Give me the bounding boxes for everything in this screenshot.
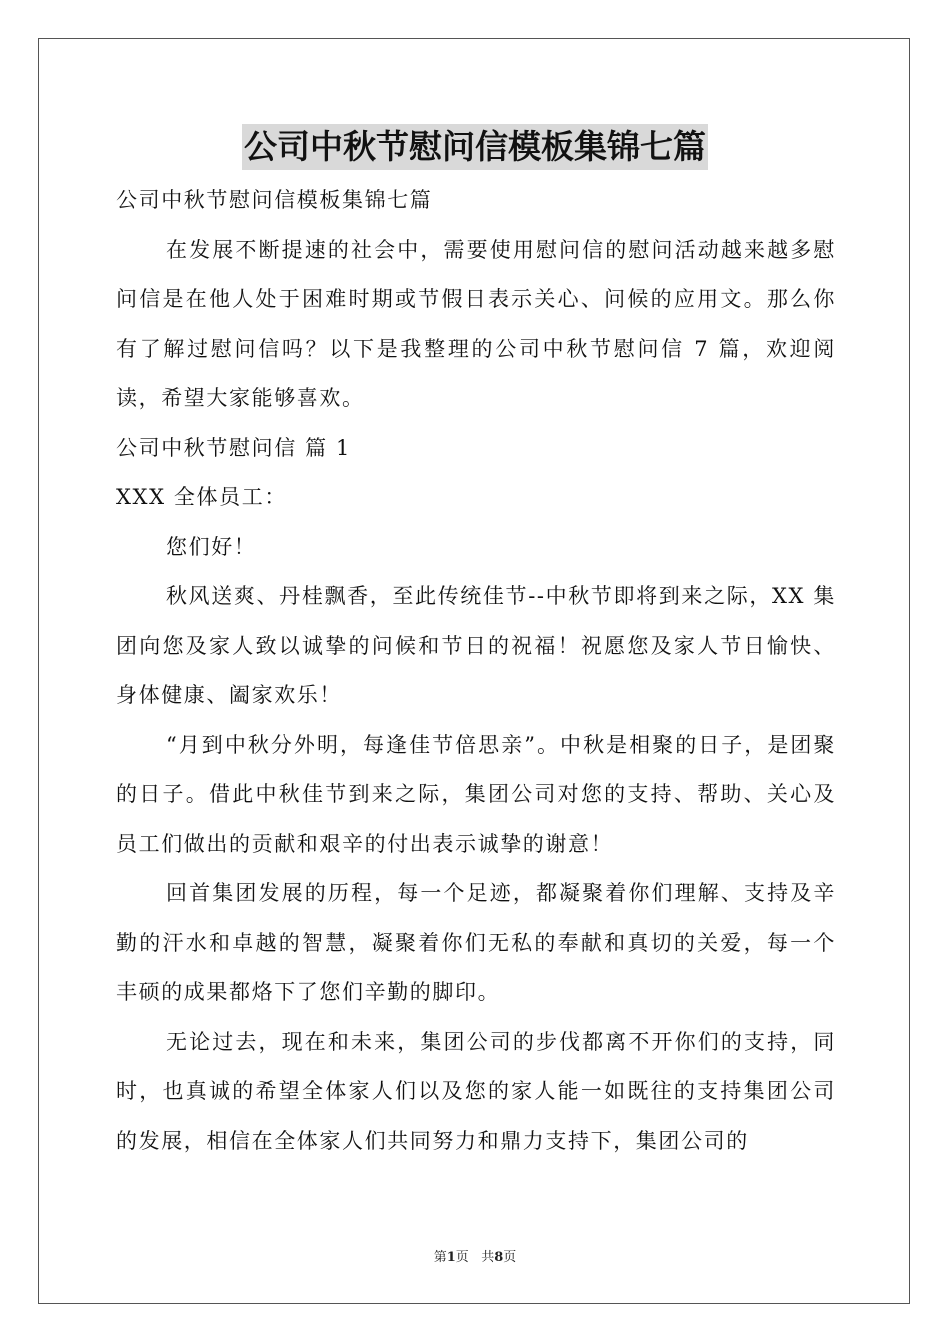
document-title: 公司中秋节慰问信模板集锦七篇 <box>242 124 708 170</box>
greeting: 您们好！ <box>166 534 257 559</box>
paragraph: 秋风送爽、丹桂飘香，至此传统佳节--中秋节即将到来之际，XX 集团向您及家人致以诚挚的问候和节日的祝福！祝愿您及家人节日愉快、身体健康、阖家欢乐！ <box>116 584 836 707</box>
salutation: XXX 全体员工： <box>116 485 287 509</box>
total-pages: 8 <box>494 1250 504 1265</box>
paragraph: “月到中秋分外明，每逢佳节倍思亲”。中秋是相聚的日子，是团聚的日子。借此中秋佳节到来之际，集团公司对您的支持、帮助、关心及员工们做出的贡献和艰辛的付出表示诚挚的谢意！ <box>116 732 836 856</box>
paragraph: 在发展不断提速的社会中，需要使用慰问信的慰问活动越来越多慰问信是在他人处于困难时期或节假日表示关心、问候的应用文。那么你有了解过慰问信吗？以下是我整理的公司中秋节慰问信 7 篇，欢迎阅读，希望大家能够喜欢。 <box>116 237 836 410</box>
total-suffix: 页 <box>503 1250 517 1265</box>
page-prefix: 第 <box>433 1250 447 1265</box>
paragraph: 回首集团发展的历程，每一个足迹，都凝聚着你们理解、支持及辛勤的汗水和卓越的智慧，凝聚着你们无私的奉献和真切的关爱，每一个丰硕的成果都烙下了您们辛勤的脚印。 <box>116 881 836 1004</box>
total-prefix: 共 <box>481 1250 495 1265</box>
paragraph: 公司中秋节慰问信模板集锦七篇 <box>116 188 433 212</box>
document-body <box>116 176 836 1166</box>
paragraph: 无论过去，现在和未来，集团公司的步伐都离不开你们的支持，同时，也真诚的希望全体家人们以及您的家人能一如既往的支持集团公司的发展，相信在全体家人们共同努力和鼎力支持下，集团公司的 <box>116 1029 836 1153</box>
page-number: 1 <box>446 1250 456 1265</box>
title-area <box>0 124 950 170</box>
section-heading: 公司中秋节慰问信 篇 1 <box>116 435 351 460</box>
page-suffix: 页 <box>455 1250 469 1265</box>
page-footer <box>0 1246 950 1265</box>
